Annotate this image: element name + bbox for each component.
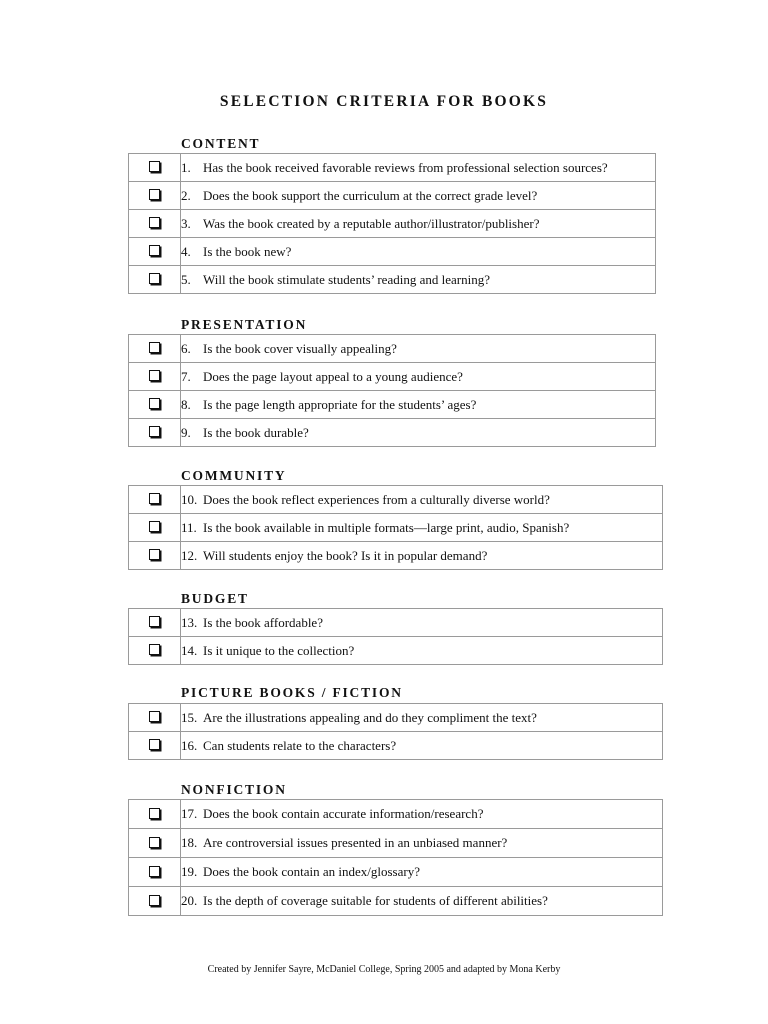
table-row: [129, 637, 663, 665]
table-row: [129, 266, 656, 294]
footer-credit: Created by Jennifer Sayre, McDaniel College, Spring 2005 and adapted by Mona Kerby: [207, 964, 561, 975]
table-row: [129, 514, 663, 542]
item-number: 17.: [181, 806, 198, 821]
table-row: [129, 829, 663, 858]
table-row: [129, 609, 663, 637]
item-question: Is it unique to the collection?: [203, 642, 355, 658]
checkbox-14[interactable]: [149, 644, 160, 655]
criteria-table-picture-books-fiction: [128, 703, 663, 760]
item-question: Is the book cover visually appealing?: [203, 340, 397, 356]
checkbox-13[interactable]: [149, 616, 160, 627]
item-number: 19.: [181, 864, 198, 879]
item-number: 1.: [181, 159, 191, 175]
checkbox-5[interactable]: [149, 273, 160, 284]
criteria-table-budget: [128, 608, 663, 665]
checkbox-3[interactable]: [149, 217, 160, 228]
item-question: Is the book available in multiple formats—large print, audio, Spanish?: [203, 519, 570, 535]
item-question: Will students enjoy the book? Is it in popular demand?: [203, 547, 488, 563]
item-number: 16.: [181, 737, 198, 753]
section-heading-community: COMMUNITY: [181, 468, 287, 483]
item-question: Has the book received favorable reviews from professional selection sources?: [203, 159, 608, 175]
table-row: [129, 732, 663, 760]
item-question: Is the page length appropriate for the students’ ages?: [203, 396, 477, 412]
item-number: 18.: [181, 835, 198, 850]
item-number: 9.: [181, 424, 191, 440]
item-number: 4.: [181, 243, 191, 259]
checkbox-15[interactable]: [149, 711, 160, 722]
checkbox-8[interactable]: [149, 398, 160, 409]
item-question: Does the page layout appeal to a young audience?: [203, 368, 463, 384]
checkbox-10[interactable]: [149, 493, 160, 504]
table-row: [129, 210, 656, 238]
page-title: SELECTION CRITERIA FOR BOOKS: [219, 93, 549, 110]
section-heading-picture-books-fiction: PICTURE BOOKS / FICTION: [181, 685, 403, 700]
table-row: [129, 858, 663, 887]
checkbox-18[interactable]: [149, 837, 160, 848]
item-number: 7.: [181, 368, 191, 384]
checkbox-2[interactable]: [149, 189, 160, 200]
section-heading-budget: BUDGET: [181, 591, 249, 606]
item-question: Is the depth of coverage suitable for students of different abilities?: [203, 893, 548, 908]
section-heading-nonfiction: NONFICTION: [181, 782, 287, 797]
checkbox-4[interactable]: [149, 245, 160, 256]
checkbox-17[interactable]: [149, 808, 160, 819]
criteria-table-community: [128, 485, 663, 570]
item-number: 8.: [181, 396, 191, 412]
table-row: [129, 542, 663, 570]
item-question: Are controversial issues presented in an unbiased manner?: [203, 835, 508, 850]
item-question: Is the book new?: [203, 243, 292, 259]
item-number: 15.: [181, 709, 198, 725]
checkbox-7[interactable]: [149, 370, 160, 381]
table-row: [129, 391, 656, 419]
item-number: 5.: [181, 271, 191, 287]
checkbox-1[interactable]: [149, 161, 160, 172]
item-question: Does the book reflect experiences from a culturally diverse world?: [203, 491, 550, 507]
item-question: Can students relate to the characters?: [203, 737, 397, 753]
checkbox-19[interactable]: [149, 866, 160, 877]
checkbox-20[interactable]: [149, 895, 160, 906]
item-number: 10.: [181, 491, 198, 507]
table-row: [129, 238, 656, 266]
criteria-table-nonfiction: [128, 799, 663, 916]
table-row: [129, 363, 656, 391]
criteria-table-content: [128, 153, 656, 294]
item-question: Does the book support the curriculum at the correct grade level?: [203, 187, 538, 203]
checkbox-16[interactable]: [149, 739, 160, 750]
item-number: 2.: [181, 187, 191, 203]
checkbox-11[interactable]: [149, 521, 160, 532]
checkbox-6[interactable]: [149, 342, 160, 353]
table-row: [129, 154, 656, 182]
item-question: Will the book stimulate students’ reading and learning?: [203, 271, 490, 287]
item-number: 6.: [181, 340, 191, 356]
item-number: 14.: [181, 642, 198, 658]
section-heading-presentation: PRESENTATION: [181, 317, 308, 332]
item-question: Was the book created by a reputable author/illustrator/publisher?: [203, 215, 540, 231]
table-row: [129, 887, 663, 916]
table-row: [129, 486, 663, 514]
item-question: Does the book contain an index/glossary?: [203, 864, 420, 879]
checkbox-9[interactable]: [149, 426, 160, 437]
item-number: 11.: [181, 519, 197, 535]
item-number: 20.: [181, 893, 198, 908]
item-question: Does the book contain accurate information/research?: [203, 806, 484, 821]
table-row: [129, 182, 656, 210]
table-row: [129, 335, 656, 363]
checkbox-12[interactable]: [149, 549, 160, 560]
item-number: 12.: [181, 547, 198, 563]
section-heading-content: CONTENT: [181, 136, 261, 151]
table-row: [129, 800, 663, 829]
item-question: Is the book durable?: [203, 424, 309, 440]
criteria-table-presentation: [128, 334, 656, 447]
table-row: [129, 419, 656, 447]
item-question: Is the book affordable?: [203, 614, 323, 630]
item-number: 3.: [181, 215, 191, 231]
item-question: Are the illustrations appealing and do they compliment the text?: [203, 709, 537, 725]
item-number: 13.: [181, 614, 198, 630]
table-row: [129, 704, 663, 732]
